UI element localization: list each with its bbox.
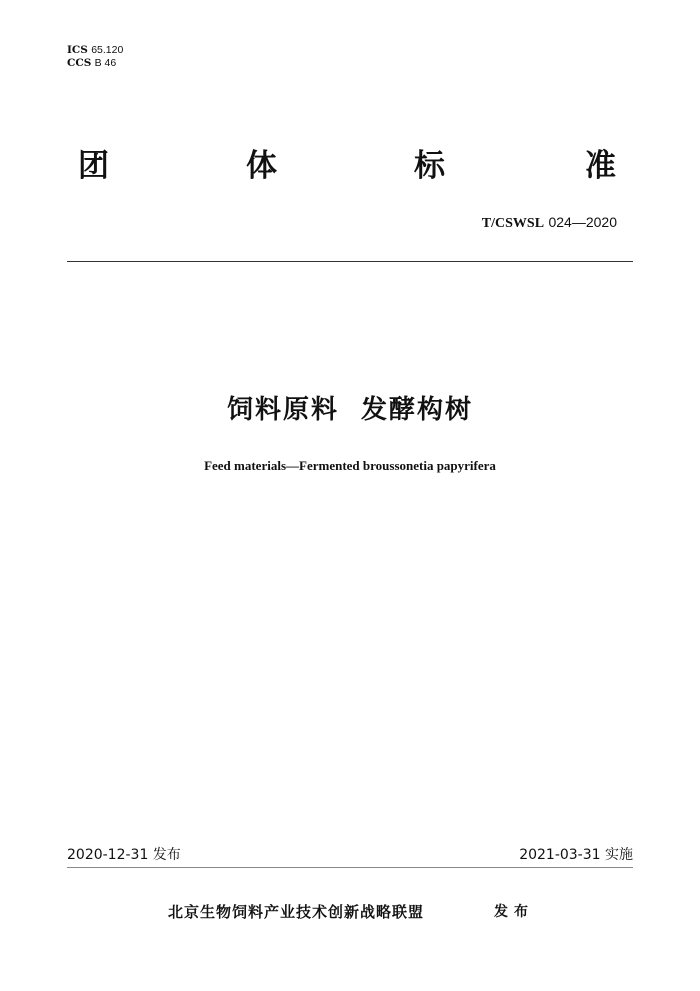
standard-type-char-1: 团 xyxy=(78,148,109,184)
footer-divider xyxy=(67,867,633,868)
ics-value: 65.120 xyxy=(91,44,124,56)
standard-number-prefix: T/CSWSL xyxy=(481,216,545,231)
header-divider xyxy=(67,261,633,262)
ics-label: ICS xyxy=(67,44,88,56)
ccs-code xyxy=(67,57,123,70)
standard-number xyxy=(482,213,617,233)
standard-type-char-4: 准 xyxy=(585,148,616,184)
standard-type-char-3: 标 xyxy=(414,148,445,184)
title-chinese: 饲料原料 发酵构树 xyxy=(226,395,474,425)
title-english: Feed materials—Fermented broussonetia papyrifera xyxy=(204,458,496,473)
publisher-name: 北京生物饲料产业技术创新战略联盟 xyxy=(168,903,425,921)
classification-codes xyxy=(67,44,123,70)
ccs-label: CCS xyxy=(67,57,92,69)
ics-code xyxy=(67,44,123,57)
publish-action: 发布 xyxy=(494,904,534,920)
standard-type-char-2: 体 xyxy=(246,148,277,184)
standard-type-heading xyxy=(62,146,638,186)
standard-number-value: 024—2020 xyxy=(548,214,617,230)
ccs-value: B 46 xyxy=(94,57,117,69)
implementation-date: 2021-03-31 实施 xyxy=(519,847,633,863)
issue-date: 2020-12-31 发布 xyxy=(67,847,181,863)
